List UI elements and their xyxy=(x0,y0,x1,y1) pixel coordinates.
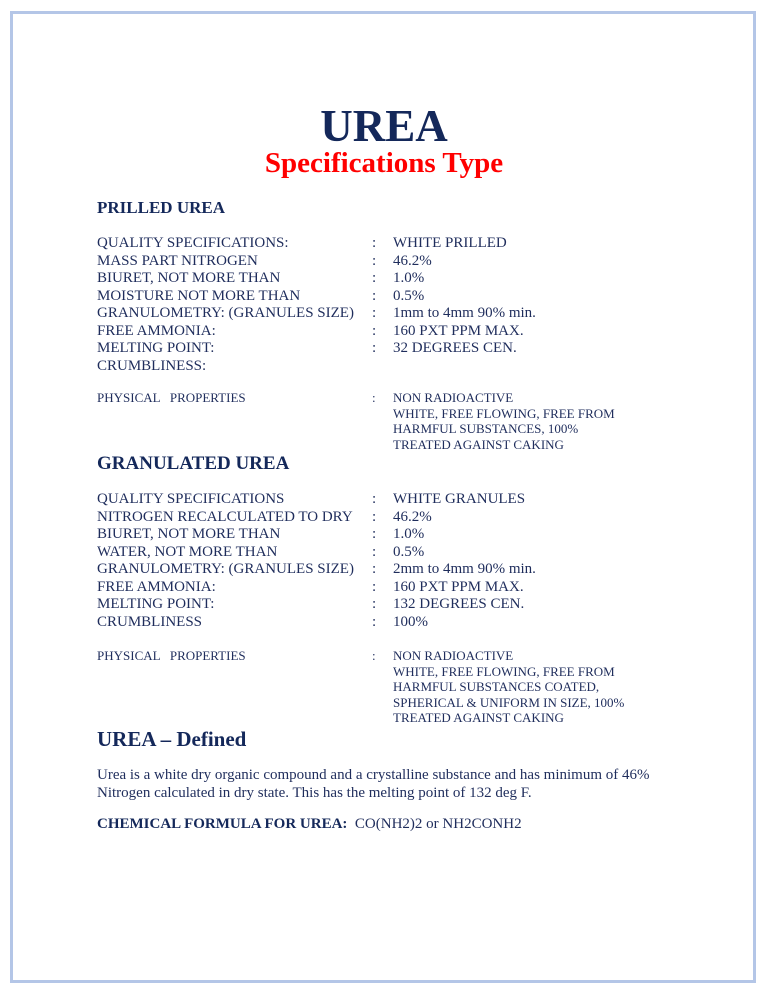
spec-value: 0.5% xyxy=(393,287,425,304)
spec-separator: : xyxy=(372,578,377,595)
spec-separator: : xyxy=(372,508,377,525)
spec-separator: : xyxy=(372,613,377,630)
physical-line: TREATED AGAINST CAKING xyxy=(393,436,564,452)
physical-separator: : xyxy=(372,648,376,663)
spec-label: GRANULOMETRY: (GRANULES SIZE) xyxy=(97,561,354,577)
spec-value: 32 DEGREES CEN. xyxy=(393,340,517,356)
physical-line: HARMFUL SUBSTANCES COATED, xyxy=(393,679,600,694)
spec-value: 160 PXT PPM MAX. xyxy=(393,578,524,595)
spec-value: 1.0% xyxy=(393,526,425,542)
physical-line: SPHERICAL & UNIFORM IN SIZE, 100% xyxy=(393,694,625,710)
defined-heading: UREA – Defined xyxy=(97,727,247,751)
spec-value: 160 PXT PPM MAX. xyxy=(393,322,524,339)
spec-label: BIURET, NOT MORE THAN xyxy=(97,270,281,286)
document-title: UREA xyxy=(320,101,448,151)
spec-value: 2mm to 4mm 90% min. xyxy=(393,561,536,577)
spec-label: QUALITY SPECIFICATIONS xyxy=(97,491,285,507)
granulated-heading: GRANULATED UREA xyxy=(97,453,290,474)
spec-separator: : xyxy=(372,561,377,577)
spec-label: CRUMBLINESS: xyxy=(97,357,207,374)
spec-separator: : xyxy=(372,526,377,542)
spec-value: 132 DEGREES CEN. xyxy=(393,596,525,612)
spec-value: 100% xyxy=(393,613,428,630)
spec-value: 46.2% xyxy=(393,252,432,269)
spec-separator: : xyxy=(372,305,377,321)
spec-separator: : xyxy=(372,322,377,339)
spec-value: WHITE PRILLED xyxy=(393,235,507,251)
physical-line: HARMFUL SUBSTANCES, 100% xyxy=(393,421,579,436)
physical-line: WHITE, FREE FLOWING, FREE FROM xyxy=(393,405,615,421)
spec-separator: : xyxy=(372,596,377,612)
physical-label: PHYSICAL PROPERTIES xyxy=(97,390,246,405)
spec-value: 46.2% xyxy=(393,508,432,525)
physical-line: NON RADIOACTIVE xyxy=(393,648,514,663)
spec-value: 0.5% xyxy=(393,543,425,560)
definition-paragraph: Urea is a white dry organic compound and a crystalline substance and has minimum of 46% Nitrogen calculated in dry state. This has the melting point of 132 deg F. xyxy=(97,767,650,801)
spec-label: MOISTURE NOT MORE THAN xyxy=(97,287,301,304)
spec-label: QUALITY SPECIFICATIONS: xyxy=(97,235,289,251)
physical-line: WHITE, FREE FLOWING, FREE FROM xyxy=(393,663,615,679)
spec-label: BIURET, NOT MORE THAN xyxy=(97,526,281,542)
spec-label: WATER, NOT MORE THAN xyxy=(97,543,278,560)
physical-line: NON RADIOACTIVE xyxy=(393,390,514,405)
spec-value: 1.0% xyxy=(393,270,425,286)
spec-separator: : xyxy=(372,252,377,269)
spec-label: NITROGEN RECALCULATED TO DRY xyxy=(97,508,353,525)
spec-value: 1mm to 4mm 90% min. xyxy=(393,305,536,321)
spec-label: FREE AMMONIA: xyxy=(97,322,216,339)
spec-label: MELTING POINT: xyxy=(97,596,215,612)
prilled-heading: PRILLED UREA xyxy=(97,198,225,217)
spec-separator: : xyxy=(372,340,377,356)
physical-values xyxy=(393,390,615,452)
physical-values xyxy=(393,648,624,726)
spec-separator: : xyxy=(372,270,377,286)
spec-separator: : xyxy=(372,287,377,304)
formula-value: CO(NH2)2 or NH2CONH2 xyxy=(354,816,522,832)
spec-label: MASS PART NITROGEN xyxy=(97,252,258,269)
spec-separator: : xyxy=(372,235,377,251)
spec-label: MELTING POINT: xyxy=(97,340,215,356)
chemical-formula xyxy=(97,816,522,833)
spec-label: FREE AMMONIA: xyxy=(97,578,216,595)
spec-separator: : xyxy=(372,491,377,507)
formula-label: CHEMICAL FORMULA FOR UREA: xyxy=(97,816,348,832)
physical-line: TREATED AGAINST CAKING xyxy=(393,710,564,725)
spec-label: CRUMBLINESS xyxy=(97,613,203,630)
spec-label: GRANULOMETRY: (GRANULES SIZE) xyxy=(97,305,354,321)
physical-label: PHYSICAL PROPERTIES xyxy=(97,648,246,663)
physical-separator: : xyxy=(372,390,376,405)
document-subtitle: Specifications Type xyxy=(264,147,504,179)
spec-value: WHITE GRANULES xyxy=(393,491,526,507)
spec-separator: : xyxy=(372,543,377,560)
